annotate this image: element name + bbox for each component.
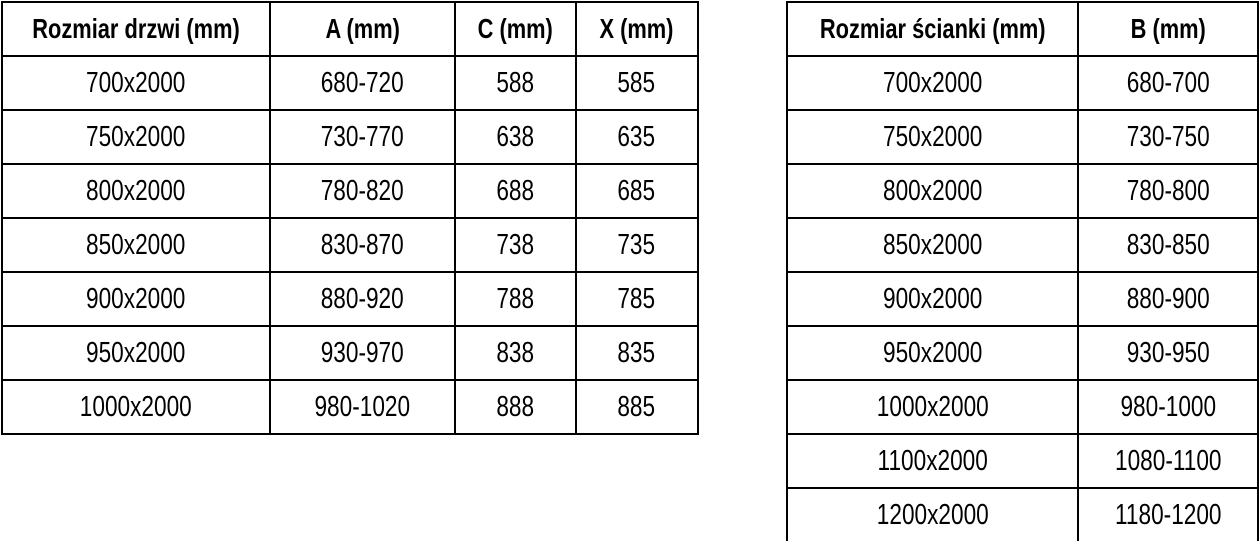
table-cell: 800x2000 [787,164,1078,218]
column-header-b: B (mm) [1078,2,1258,56]
table-cell: 880-900 [1078,272,1258,326]
table-cell: 780-800 [1078,164,1258,218]
table-cell: 750x2000 [2,110,270,164]
table-cell: 900x2000 [2,272,270,326]
table-row [787,326,1258,380]
table-row [2,164,698,218]
table-row [2,56,698,110]
table-cell: 1080-1100 [1078,434,1258,488]
table-cell: 1180-1200 [1078,488,1258,541]
table-cell: 638 [455,110,575,164]
table-cell: 735 [576,218,698,272]
table-row [787,380,1258,434]
column-header-c: C (mm) [455,2,575,56]
table-row [2,326,698,380]
table-cell: 680-700 [1078,56,1258,110]
table-cell: 950x2000 [787,326,1078,380]
table-cell: 688 [455,164,575,218]
table-cell: 788 [455,272,575,326]
table-cell: 800x2000 [2,164,270,218]
table-cell: 850x2000 [2,218,270,272]
table-row [787,488,1258,541]
table-row [2,380,698,434]
table-row [2,110,698,164]
column-header-x: X (mm) [576,2,698,56]
table-cell: 635 [576,110,698,164]
table-cell: 700x2000 [2,56,270,110]
table-row [787,56,1258,110]
column-header-wall-size: Rozmiar ścianki (mm) [787,2,1078,56]
table-row [2,272,698,326]
table-cell: 685 [576,164,698,218]
table-cell: 900x2000 [787,272,1078,326]
table-cell: 830-870 [270,218,455,272]
column-header-a: A (mm) [270,2,455,56]
table-cell: 1000x2000 [2,380,270,434]
wall-size-table [786,1,1259,541]
table-cell: 738 [455,218,575,272]
table-cell: 930-970 [270,326,455,380]
table-cell: 700x2000 [787,56,1078,110]
table-cell: 980-1000 [1078,380,1258,434]
table-cell: 850x2000 [787,218,1078,272]
table-cell: 838 [455,326,575,380]
column-header-door-size: Rozmiar drzwi (mm) [2,2,270,56]
table-cell: 750x2000 [787,110,1078,164]
table-row [787,164,1258,218]
table-cell: 680-720 [270,56,455,110]
table-cell: 730-750 [1078,110,1258,164]
table-header-row [2,2,698,56]
table-row [787,218,1258,272]
table-cell: 780-820 [270,164,455,218]
table-cell: 980-1020 [270,380,455,434]
table-cell: 588 [455,56,575,110]
table-row [787,272,1258,326]
table-cell: 1000x2000 [787,380,1078,434]
table-row [787,110,1258,164]
table-row [787,434,1258,488]
table-cell: 730-770 [270,110,455,164]
table-cell: 785 [576,272,698,326]
door-size-table [1,1,699,435]
table-cell: 885 [576,380,698,434]
table-cell: 830-850 [1078,218,1258,272]
table-cell: 585 [576,56,698,110]
table-header-row [787,2,1258,56]
table-cell: 880-920 [270,272,455,326]
table-cell: 1100x2000 [787,434,1078,488]
table-cell: 1200x2000 [787,488,1078,541]
table-cell: 888 [455,380,575,434]
table-cell: 930-950 [1078,326,1258,380]
table-cell: 950x2000 [2,326,270,380]
table-cell: 835 [576,326,698,380]
table-row [2,218,698,272]
